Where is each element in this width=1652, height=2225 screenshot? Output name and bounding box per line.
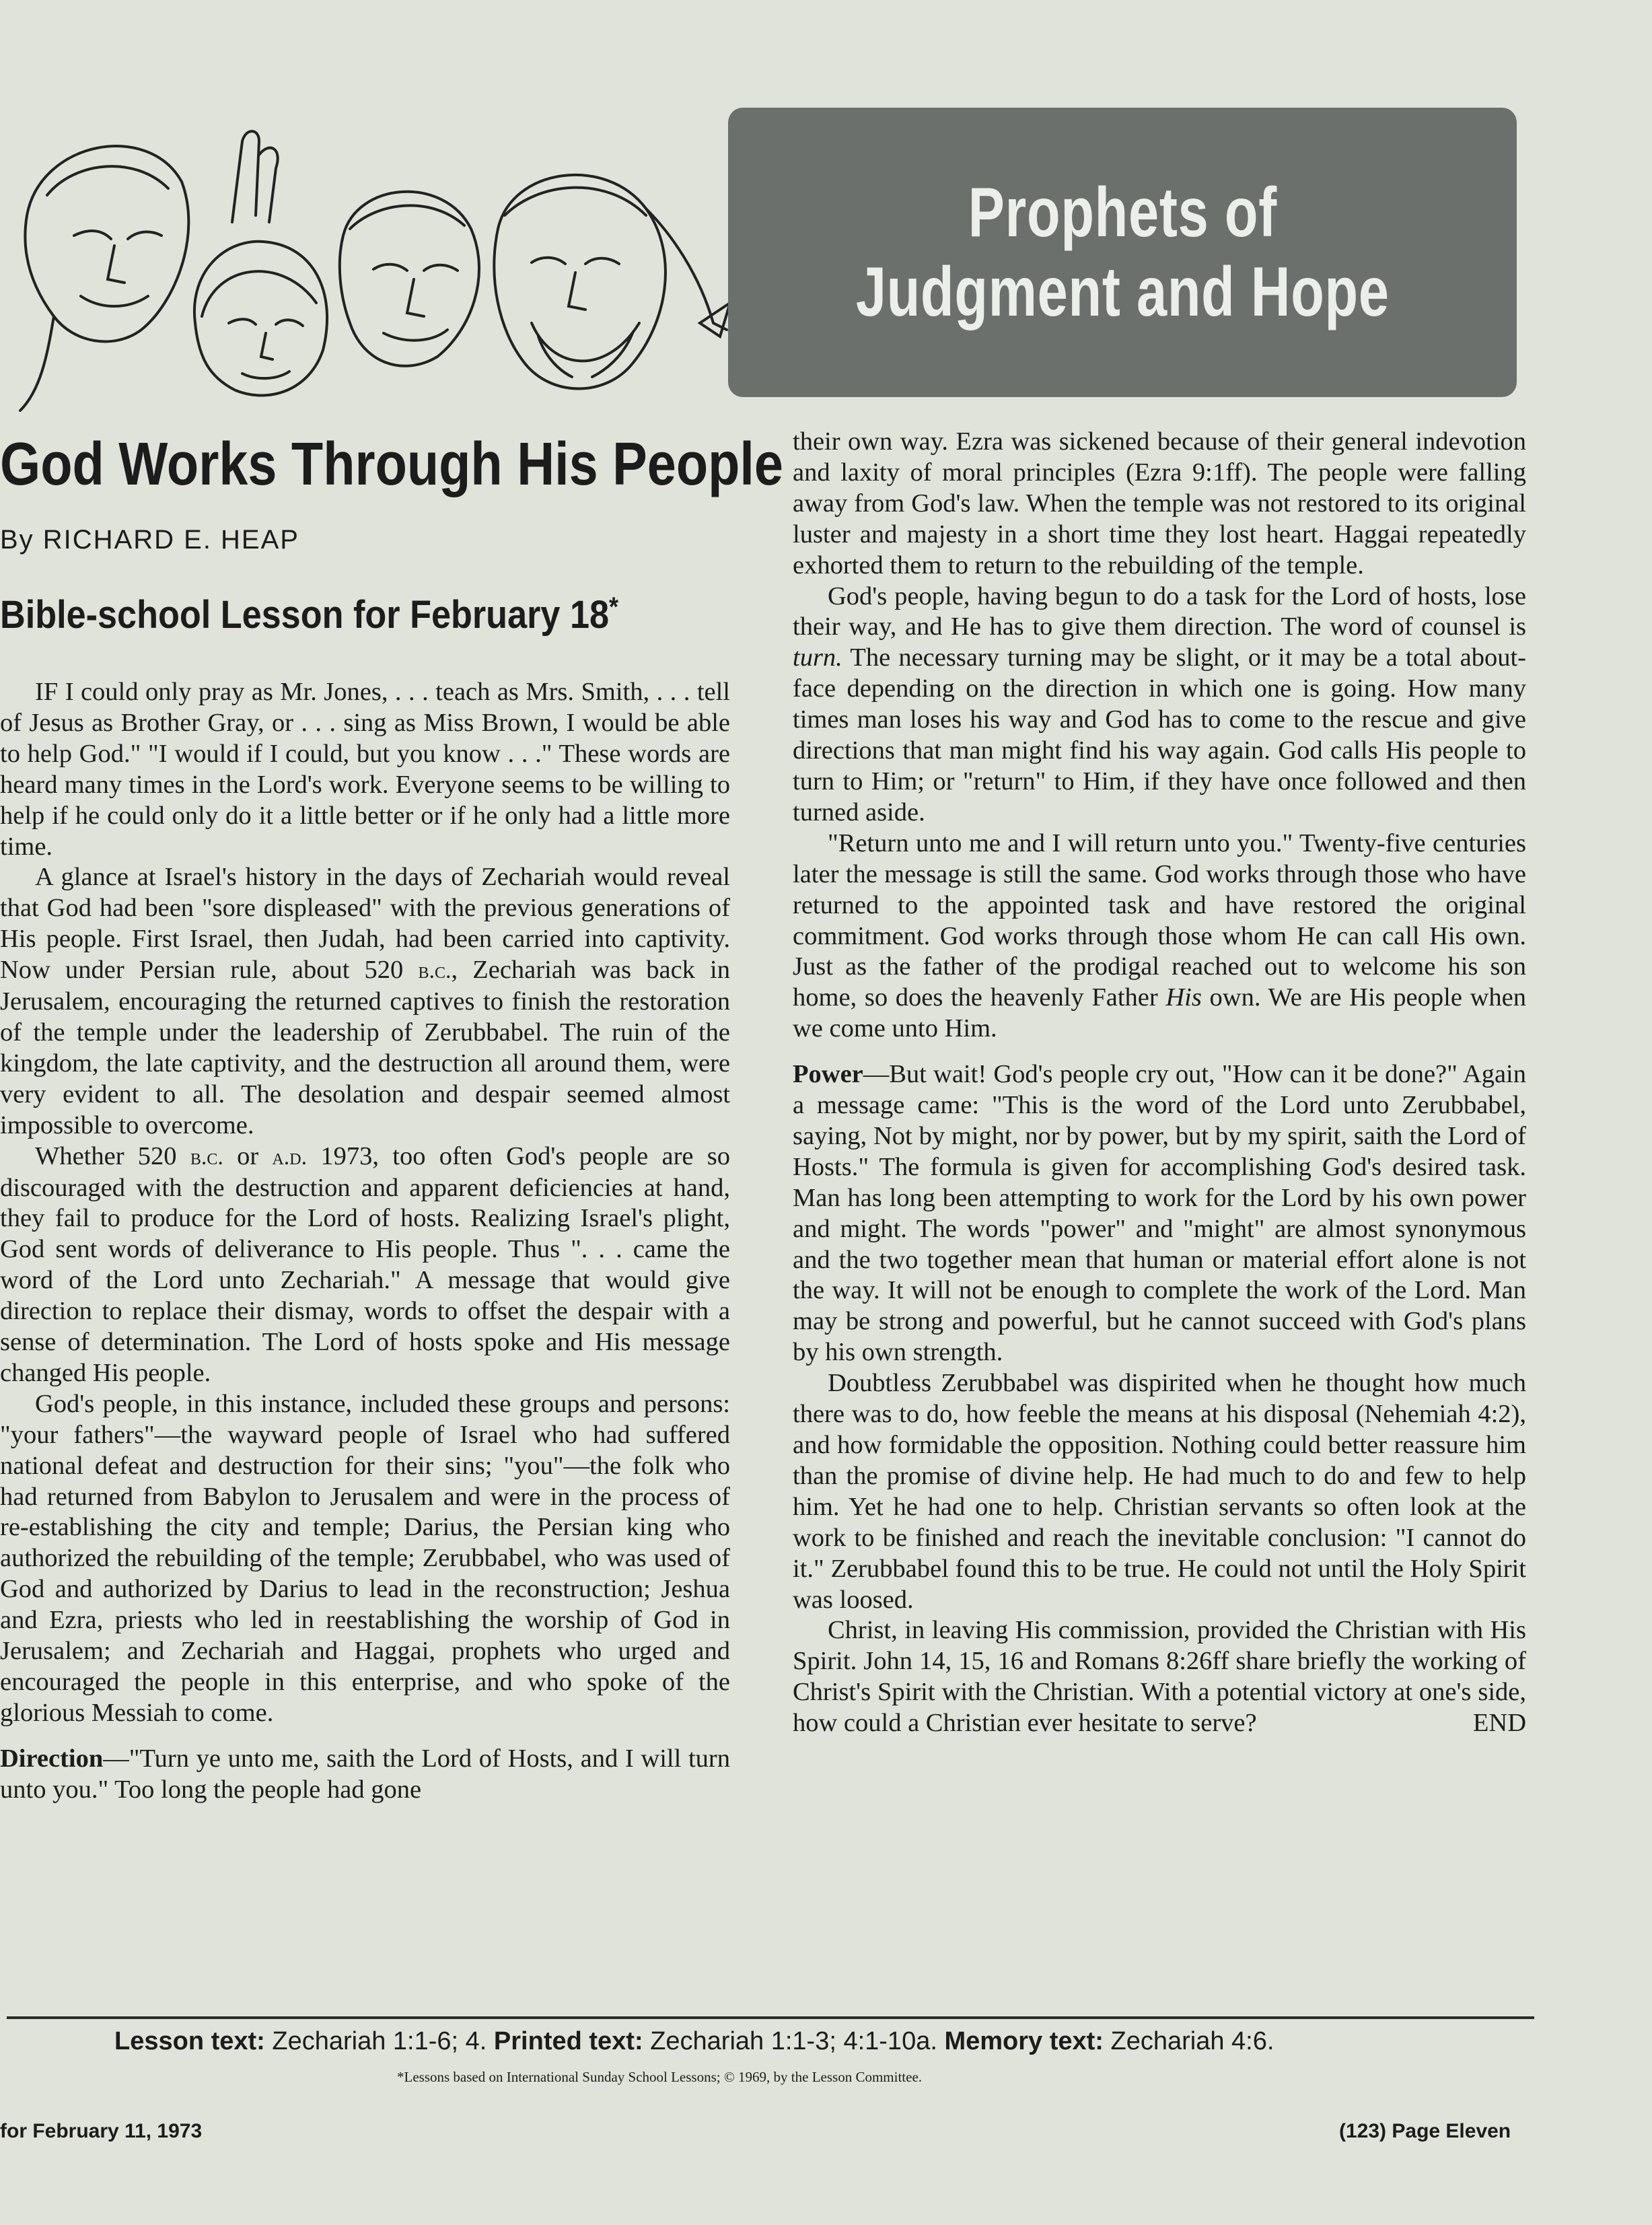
paragraph bbox=[793, 828, 1526, 1045]
text-run: or bbox=[223, 1141, 273, 1170]
lesson-heading bbox=[0, 592, 660, 637]
footer-rule bbox=[7, 2016, 1534, 2019]
text-run: 1973, too often God's people are so discouraged with the destruction and apparent deficiencies at hand, they fail to produce for the Lord of hosts. Realizing Israel's plight, God sent words of deliverance to His people. Thus ". . . came the word of the Lord unto Zechariah." A message that would give direction to replace their dismay, words to offset the despair with a sense of determination. The Lord of hosts spoke and His message changed His people. bbox=[0, 1141, 730, 1387]
printed-text-label: Printed text: bbox=[493, 2027, 643, 2055]
banner-line-1: Prophets of bbox=[968, 174, 1277, 252]
footnote-marker: * bbox=[609, 592, 619, 622]
paragraph bbox=[793, 581, 1526, 828]
text-run: "Return unto me and I will return unto you." Twenty-five centuries later the message is still the same. God works through those who have returned to the appointed task and have restored the original commitment. God works through those whom He can call His own. Just as the father of the prodigal reached out to welcome his son home, so does the heavenly Father bbox=[793, 828, 1526, 1012]
paragraph: their own way. Ezra was sickened because of their general indevotion and laxity of moral principles (Ezra 9:1ff). The people were falling away from God's law. When the temple was not restored to its original luster and majesty in a short time they lost heart. Haggai repeatedly exhorted them to return to the rebuilding of the temple. bbox=[793, 427, 1526, 579]
banner-line-2: Judgment and Hope bbox=[855, 253, 1390, 331]
section-lead-direction: Direction bbox=[0, 1744, 104, 1773]
memory-text-value: Zechariah 4:6. bbox=[1110, 2027, 1274, 2055]
paragraph: God's people, in this instance, included these groups and persons: "your fathers"—the wayward people of Israel who had suffered national defeat and destruction for their sins; "you"—the folk who had returned from Babylon to Jerusalem and were in the process of re-establishing the city and temple; Darius, the Persian king who authorized the rebuilding of the temple; Zerubbabel, who was used of God and authorized by Darius to lead in the reconstruction; Jeshua and Ezra, priests who led in reestablishing the worship of God in Jerusalem; and Zechariah and Haggai, prophets who urged and encouraged the people in this enterprise, and who spoke of the glorious Messiah to come. bbox=[0, 1389, 730, 1727]
era-abbrev: a.d. bbox=[272, 1144, 308, 1170]
lesson-heading-text: Bible-school Lesson for February 18 bbox=[0, 593, 610, 637]
text-run: God's people, having begun to do a task for the Lord of hosts, lose their way, and He has to give them direction. The word of counsel is bbox=[793, 581, 1526, 641]
series-banner bbox=[728, 108, 1517, 397]
text-run: Whether 520 bbox=[35, 1141, 190, 1170]
memory-text-label: Memory text: bbox=[944, 2027, 1104, 2055]
text-run: own. We are His people when we come unto Him. bbox=[793, 983, 1526, 1043]
text-run: —But wait! God's people cry out, "How can it be done?" Again a message came: "This is the word of the Lord unto Zerubbabel, saying, Not by might, nor by power, but by my spirit, saith the Lord of Hosts." The formula is given for accomplishing God's desired task. Man has long been attempting to work for the Lord by his own power and might. The words "power" and "might" are almost synonymous and the two together mean that human or material effort alone is not the way. It will not be enough to complete the work of the Lord. Man may be strong and powerful, but he cannot succeed with God's plans by his own strength. bbox=[793, 1060, 1526, 1367]
paragraph bbox=[0, 862, 730, 1141]
paragraph bbox=[0, 1141, 730, 1389]
text-run: , Zechariah was back in Jerusalem, encouraging the returned captives to finish the restoration of the temple under the leadership of Zerubbabel. The ruin of the kingdom, the late captivity, and the destruction all around them, were very evident to all. The desolation and despair seemed almost impossible to overcome. bbox=[0, 956, 730, 1139]
byline: By RICHARD E. HEAP bbox=[0, 525, 299, 555]
section-lead-power: Power bbox=[793, 1060, 863, 1089]
era-abbrev: b.c. bbox=[418, 958, 452, 984]
page-number: (123) Page Eleven bbox=[1339, 2120, 1511, 2142]
text-run: —"Turn ye unto me, saith the Lord of Hosts, and I will turn unto you." Too long the people had gone bbox=[0, 1744, 730, 1804]
text-run: A glance at Israel's history in the days of Zechariah would reveal that God had been "sore displeased" with the previous generations of His people. First Israel, then Judah, had been carried into captivity. Now under Persian rule, about 520 bbox=[0, 863, 730, 985]
text-run: The necessary turning may be slight, or it may be a total about-face depending on the direction in which one is going. How many times man loses his way and God has to come to the rescue and give directions that man might find his way again. God calls His people to turn to Him; or "return" to Him, if they have once followed and then turned aside. bbox=[793, 643, 1526, 826]
paragraph bbox=[793, 1059, 1526, 1368]
issue-date: for February 11, 1973 bbox=[0, 2120, 203, 2142]
lesson-references bbox=[114, 2027, 1274, 2056]
prophets-illustration bbox=[0, 101, 733, 417]
lesson-text-label: Lesson text: bbox=[114, 2027, 265, 2055]
emphasis: turn. bbox=[793, 643, 842, 672]
era-abbrev: b.c. bbox=[190, 1144, 223, 1170]
paragraph: IF I could only pray as Mr. Jones, . . . teach as Mrs. Smith, . . . tell of Jesus as Brother Gray, or . . . sing as Miss Brown, I would be able to help God." "I would if I could, but you know . . ." These words are heard many times in the Lord's work. Everyone seems to be willing to help if he could only do it a little better or if he only had a little more time. bbox=[0, 678, 730, 861]
end-mark: END bbox=[1472, 1709, 1526, 1738]
footnote: *Lessons based on International Sunday School Lessons; © 1969, by the Lesson Committee. bbox=[397, 2069, 923, 2085]
lesson-text-value: Zechariah 1:1-6; 4. bbox=[272, 2027, 487, 2055]
right-column bbox=[793, 427, 1526, 1739]
paragraph bbox=[793, 1615, 1526, 1739]
left-column bbox=[0, 677, 730, 1806]
paragraph: Doubtless Zerubbabel was dispirited when he thought how much there was to do, how feeble the means at his disposal (Nehemiah 4:2), and how formidable the opposition. Nothing could better reassure him than the promise of divine help. He had much to do and few to help him. Yet he had one to help. Christian servants so often look at the work to be finished and reach the inevitable conclusion: "I cannot do it." Zerubbabel found this to be true. He could not until the Holy Spirit was loosed. bbox=[793, 1369, 1526, 1614]
emphasis: His bbox=[1165, 983, 1202, 1012]
text-run: Christ, in leaving His commission, provided the Christian with His Spirit. John 14, 15, 16 and Romans 8:26ff share briefly the working of Christ's Spirit with the Christian. With a potential victory at one's side, how could a Christian ever hesitate to serve? bbox=[793, 1616, 1526, 1738]
printed-text-value: Zechariah 1:1-3; 4:1-10a. bbox=[650, 2027, 937, 2055]
paragraph bbox=[0, 1744, 730, 1806]
article-title: God Works Through His People bbox=[0, 431, 783, 498]
